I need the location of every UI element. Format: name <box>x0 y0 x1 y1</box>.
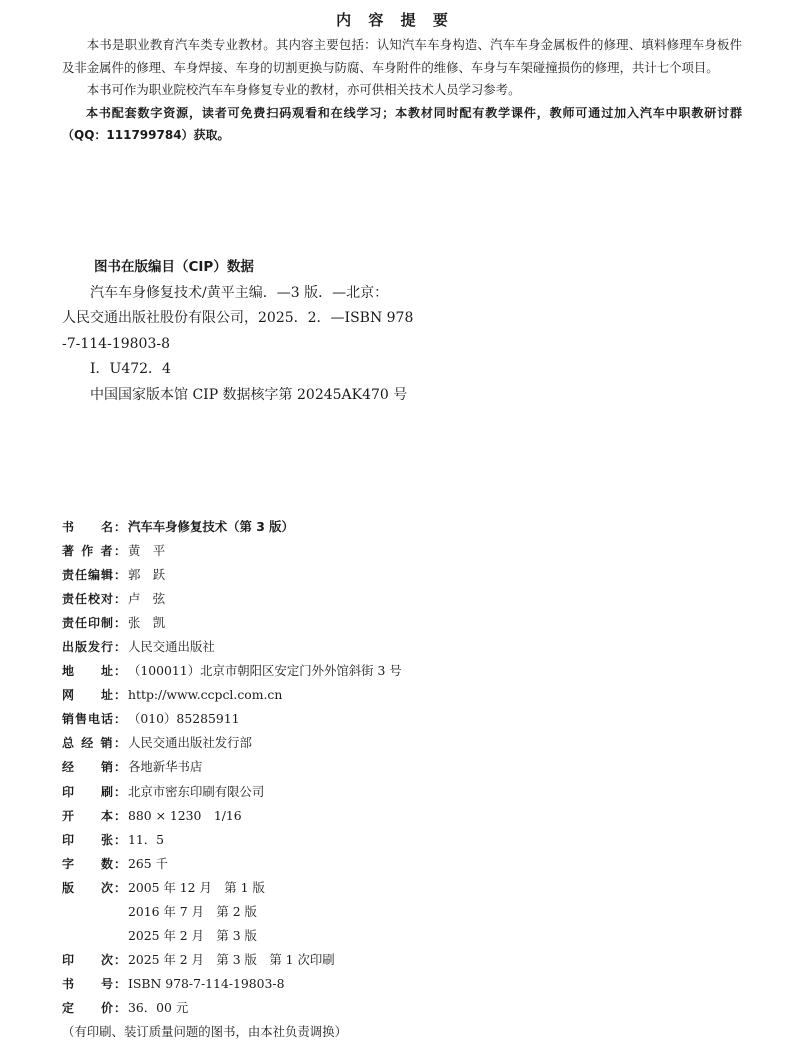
info-row <box>62 563 742 587</box>
summary-paragraph: 本书可作为职业院校汽车车身修复专业的教材，亦可供相关技术人员学习参考。 <box>86 82 521 97</box>
info-label: 责任校对： <box>62 592 126 607</box>
info-label: 书 号： <box>62 976 126 991</box>
info-label: 总 经 销： <box>62 736 126 751</box>
info-label: 字 数： <box>62 856 126 871</box>
info-label: 著 作 者： <box>62 544 126 559</box>
info-label: 印 刷： <box>62 784 126 799</box>
info-label: 定 价： <box>62 1000 126 1015</box>
cip-line: Ⅰ．U472．4 <box>90 361 171 378</box>
info-row <box>62 755 742 779</box>
info-label: 出版发行： <box>62 640 126 655</box>
info-label: 印 张： <box>62 832 126 847</box>
info-row <box>62 828 742 852</box>
info-row <box>62 539 742 563</box>
info-value: 2025 年 2 月 第 3 版 第 1 次印刷 <box>128 951 335 967</box>
edition-continuation: 2025 年 2 月 第 3 版 <box>128 927 257 943</box>
quality-footnote: （有印刷、装订质量问题的图书，由本社负责调换） <box>62 1023 347 1039</box>
info-value: ISBN 978-7-114-19803-8 <box>128 975 285 991</box>
info-row <box>62 948 742 972</box>
info-value: 人民交通出版社发行部 <box>128 735 252 751</box>
cip-line: -7-114-19803-8 <box>62 335 170 352</box>
info-label: 销售电话： <box>62 712 126 727</box>
info-row <box>62 780 742 804</box>
info-row <box>62 876 742 900</box>
info-row <box>62 611 742 635</box>
info-value: 2005 年 12 月 第 1 版 <box>128 879 265 895</box>
info-row <box>62 683 742 707</box>
info-value: 各地新华书店 <box>128 759 203 775</box>
info-label: 开 本： <box>62 808 126 823</box>
info-label: 地 址： <box>62 664 126 679</box>
info-label: 版 次： <box>62 880 126 895</box>
info-row <box>62 659 742 683</box>
cip-line: 中国国家版本馆 CIP 数据核字第 20245AK470 号 <box>90 386 408 403</box>
info-row <box>62 804 742 828</box>
cip-section <box>62 255 422 409</box>
info-value: http://www.ccpcl.com.cn <box>128 687 283 703</box>
info-value: 880 × 1230 1/16 <box>128 807 242 823</box>
info-value: 人民交通出版社 <box>128 639 215 655</box>
info-row <box>62 972 742 996</box>
info-value: 汽车车身修复技术（第 3 版） <box>128 519 294 534</box>
info-label: 责任印制： <box>62 616 126 631</box>
edition-continuation: 2016 年 7 月 第 2 版 <box>128 903 257 919</box>
summary-section <box>62 34 742 147</box>
summary-paragraph: 本书是职业教育汽车类专业教材。其内容主要包括：认知汽车车身构造、汽车车身金属板件的修理、填料修理车身板件及非金属件的修理、车身焊接、车身的切割更换与防腐、车身附件的维修、车身与车架碰撞损伤的修理，共计七个项目。 <box>62 37 742 75</box>
summary-heading: 内 容 提 要 <box>336 11 454 29</box>
info-value: （100011）北京市朝阳区安定门外外馆斜街 3 号 <box>128 663 402 679</box>
info-value: 36．00 元 <box>128 999 189 1015</box>
cip-line: 汽车车身修复技术/黄平主编．—3 版．—北京： <box>90 284 389 301</box>
info-value: 郭 跃 <box>128 567 166 583</box>
info-label: 网 址： <box>62 688 126 703</box>
info-row <box>62 635 742 659</box>
info-value: 北京市密东印刷有限公司 <box>128 783 265 799</box>
book-info <box>62 515 742 1044</box>
info-row <box>62 852 742 876</box>
info-value: 11．5 <box>128 831 165 847</box>
info-row <box>62 707 742 731</box>
info-label: 经 销： <box>62 760 126 775</box>
info-value: 卢 弦 <box>128 591 166 607</box>
info-label: 书 名： <box>62 520 126 534</box>
info-label: 责任编辑： <box>62 568 126 583</box>
info-value: 黄 平 <box>128 543 166 559</box>
info-row <box>62 587 742 611</box>
cip-heading: 图书在版编目（CIP）数据 <box>94 259 254 275</box>
cip-line: 人民交通出版社股份有限公司，2025．2．—ISBN 978 <box>62 310 414 327</box>
info-value: 265 千 <box>128 855 168 871</box>
info-label: 印 次： <box>62 952 126 967</box>
info-row <box>62 731 742 755</box>
info-row-title <box>62 515 742 539</box>
summary-paragraph: 本书配套数字资源，读者可免费扫码观看和在线学习；本教材同时配有教学课件，教师可通过加入汽车中职教研讨群（QQ：111799784）获取。 <box>62 105 742 142</box>
info-value: 张 凯 <box>128 615 166 631</box>
info-value: （010）85285911 <box>128 711 240 727</box>
